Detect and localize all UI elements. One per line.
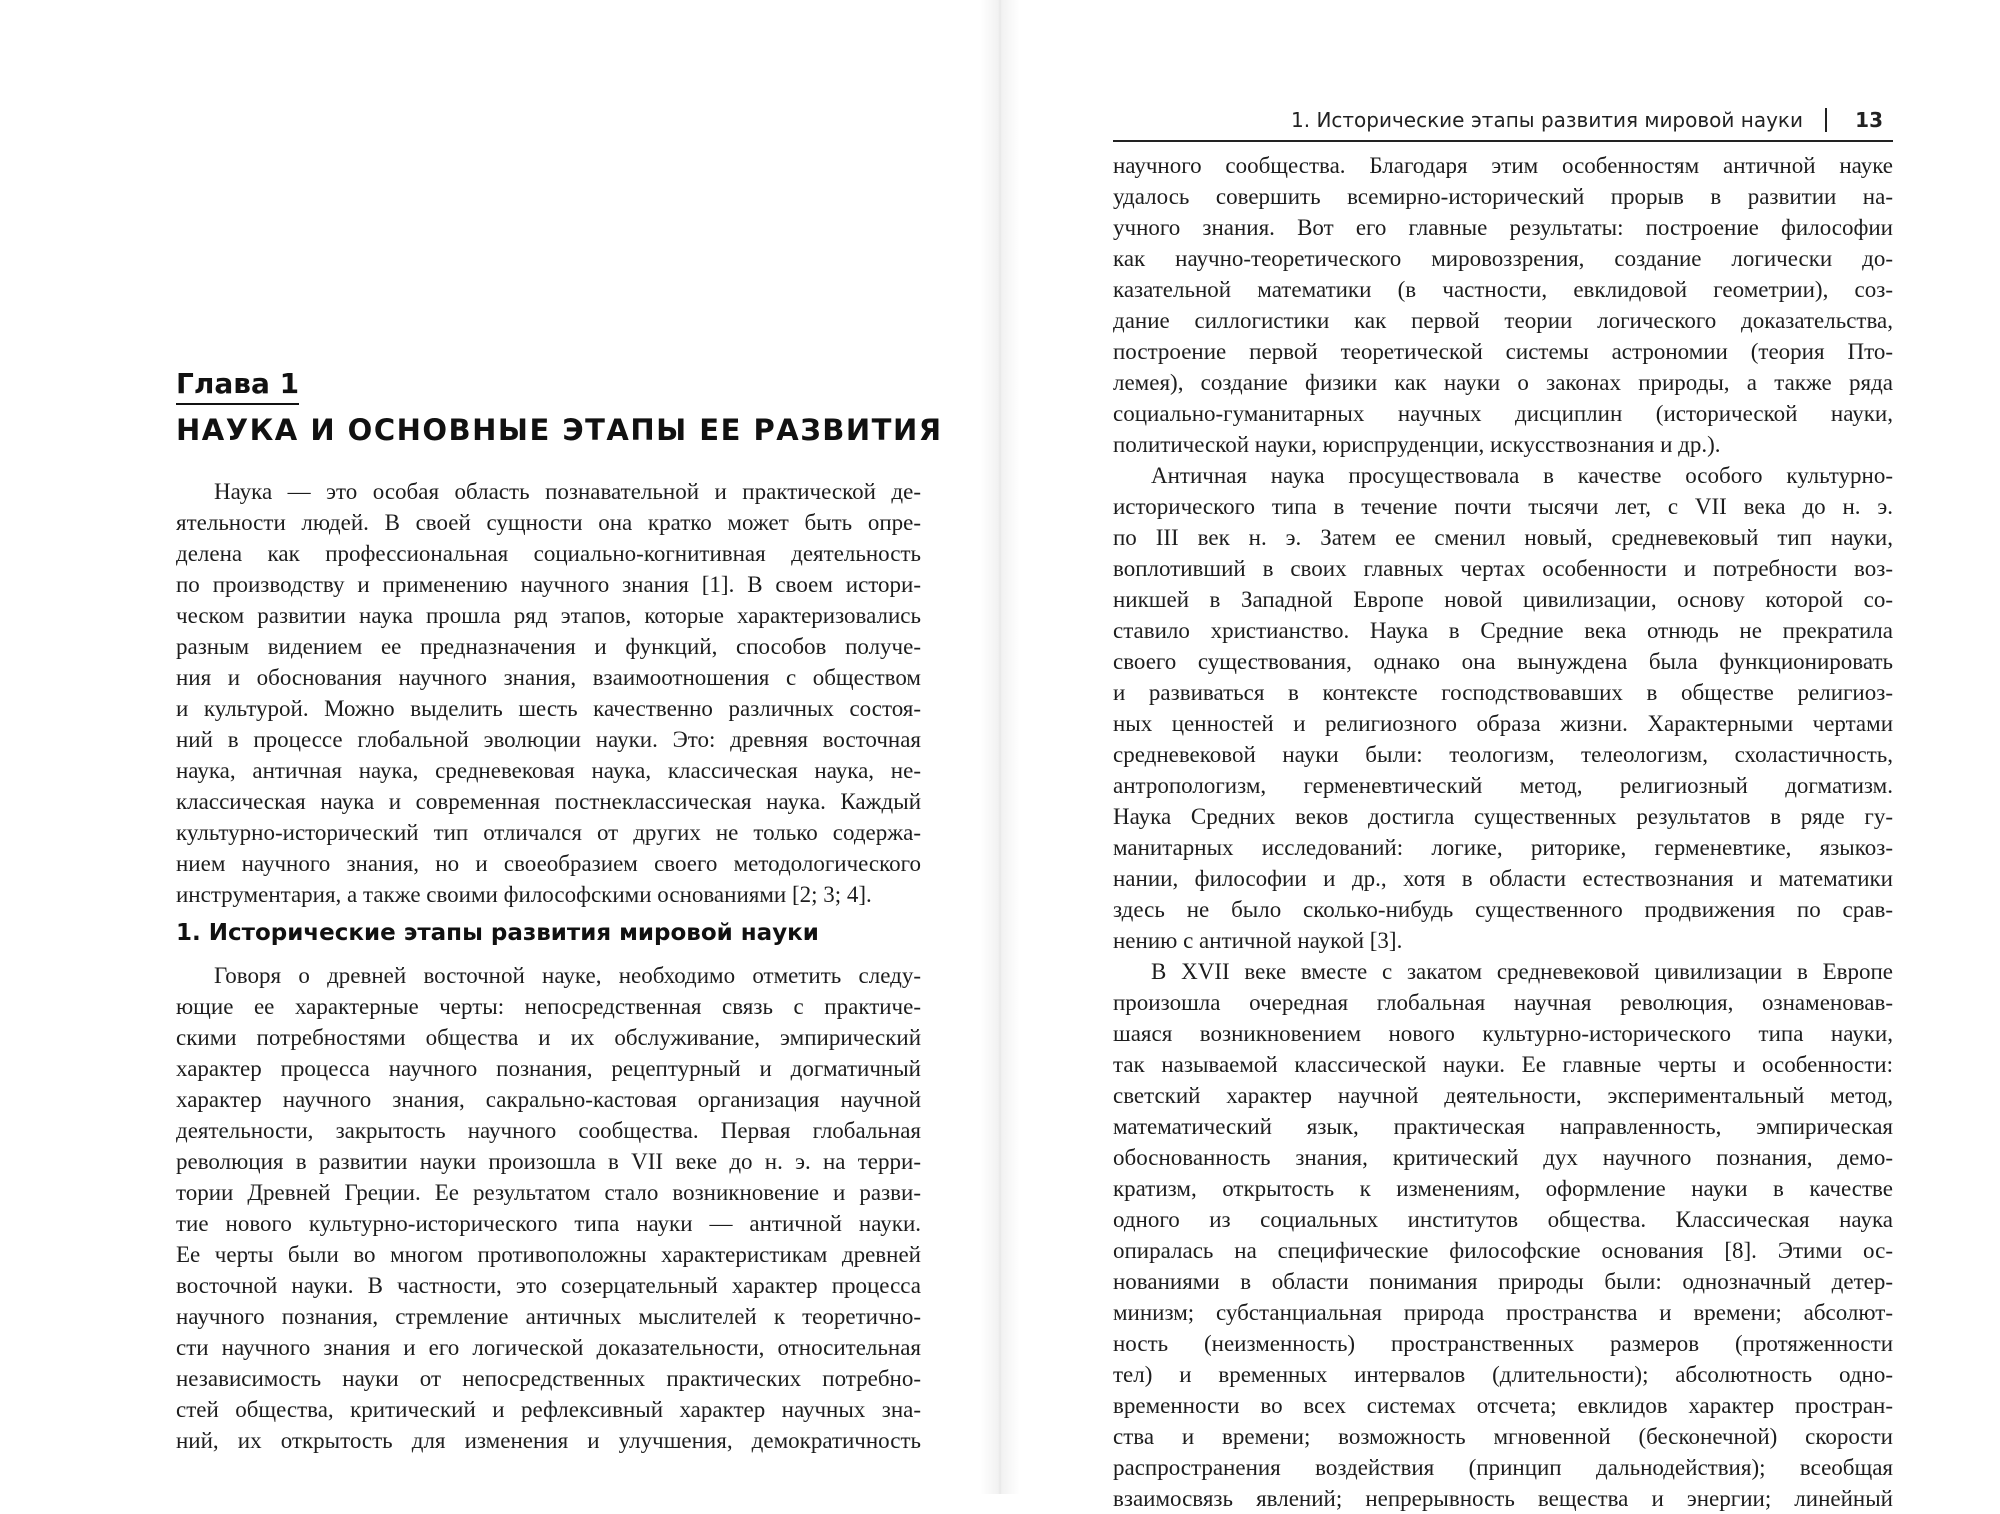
- text-line: восточной науки. В частности, это созерцательный характер процесса: [176, 1273, 921, 1298]
- text-line: дание силлогистики как первой теории логического доказательства,: [1113, 308, 1893, 333]
- running-head: [1113, 104, 1893, 142]
- text-line: нием научного знания, но и своеобразием своего методологического: [176, 851, 921, 876]
- text-line: светский характер научной деятельности, экспериментальный метод,: [1113, 1083, 1893, 1108]
- text-line: и развиваться в контексте господствовавших в обществе религиоз-: [1113, 680, 1893, 705]
- page-number: 13: [1855, 108, 1883, 132]
- text-line: ний в процессе глобальной эволюции науки. Это: древняя восточная: [176, 727, 921, 752]
- text-line: лемея), создание физики как науки о законах природы, а также ряда: [1113, 370, 1893, 395]
- text-line: произошла очередная глобальная научная революция, ознаменовав-: [1113, 990, 1893, 1015]
- text-line: научного познания, стремление античных мыслителей к теоретично-: [176, 1304, 921, 1329]
- text-line: тел) и временных интервалов (длительности); абсолютность одно-: [1113, 1362, 1893, 1387]
- text-line: инструментария, а также своими философскими основаниями [2; 3; 4].: [176, 882, 872, 907]
- text-line: независимость науки от непосредственных практических потребно-: [176, 1366, 921, 1391]
- text-line: В XVII веке вместе с закатом средневековой цивилизации в Европе: [1151, 959, 1893, 984]
- text-line: тории Древней Греции. Ее результатом стало возникновение и разви-: [176, 1180, 921, 1205]
- text-line: ства и времени; возможность мгновенной (бесконечной) скорости: [1113, 1424, 1893, 1449]
- text-line: построение первой теоретической системы астрономии (теория Пто-: [1113, 339, 1893, 364]
- text-line: характер научного знания, сакрально-кастовая организация научной: [176, 1087, 921, 1112]
- text-line: ных ценностей и религиозного образа жизни. Характерными чертами: [1113, 711, 1893, 736]
- text-line: воплотивший в своих главных чертах особенности и потребности воз-: [1113, 556, 1893, 581]
- text-line: и культурой. Можно выделить шесть качественно различных состоя-: [176, 696, 921, 721]
- text-line: нению с античной наукой [3].: [1113, 928, 1403, 953]
- text-line: кратизм, открытость к изменениям, оформление науки в качестве: [1113, 1176, 1893, 1201]
- left-page: [0, 0, 1000, 1494]
- running-title: 1. Исторические этапы развития мировой науки: [1291, 108, 1803, 132]
- text-line: антропологизм, герменевтический метод, религиозный догматизм.: [1113, 773, 1893, 798]
- text-line: нованиями в области понимания природы были: однозначный детер-: [1113, 1269, 1893, 1294]
- text-line: ность (неизменность) пространственных размеров (протяженности: [1113, 1331, 1893, 1356]
- text-line: тие нового культурно-исторического типа науки — античной науки.: [176, 1211, 921, 1236]
- text-line: минизм; субстанциальная природа пространства и времени; абсолют-: [1113, 1300, 1893, 1325]
- book-gutter: [980, 0, 1020, 1494]
- text-line: ставило христианство. Наука в Средние века отнюдь не прекратила: [1113, 618, 1893, 643]
- text-line: одного из социальных институтов общества. Классическая наука: [1113, 1207, 1893, 1232]
- text-line: никшей в Западной Европе новой цивилизации, основу которой со-: [1113, 587, 1893, 612]
- text-line: делена как профессиональная социально-когнитивная деятельность: [176, 541, 921, 566]
- text-line: социально-гуманитарных научных дисциплин (исторической науки,: [1113, 401, 1893, 426]
- text-line: Ее черты были во многом противоположны характеристикам древней: [176, 1242, 921, 1267]
- text-line: Наука Средних веков достигла существенных результатов в ряде гу-: [1113, 804, 1893, 829]
- text-line: опиралась на специфические философские основания [8]. Этими ос-: [1113, 1238, 1893, 1263]
- text-line: учного знания. Вот его главные результаты: построение философии: [1113, 215, 1893, 240]
- text-line: ния и обоснования научного знания, взаимоотношения с обществом: [176, 665, 921, 690]
- text-line: ческом развитии наука прошла ряд этапов, которые характеризовались: [176, 603, 921, 628]
- text-line: удалось совершить всемирно-исторический прорыв в развитии на-: [1113, 184, 1893, 209]
- text-line: политической науки, юриспруденции, искусствознания и др.).: [1113, 432, 1721, 457]
- text-line: ний, их открытость для изменения и улучшения, демократичность: [176, 1428, 921, 1453]
- section-heading: 1. Исторические этапы развития мировой науки: [176, 920, 819, 946]
- section-paragraph: [176, 960, 921, 1456]
- text-line: своего существования, однако она вынуждена была функционировать: [1113, 649, 1893, 674]
- text-line: ющие ее характерные черты: непосредственная связь с практиче-: [176, 994, 921, 1019]
- chapter-label: Глава 1: [176, 366, 299, 405]
- text-line: так называемой классической науки. Ее главные черты и особенности:: [1113, 1052, 1893, 1077]
- text-line: классическая наука и современная постнеклассическая наука. Каждый: [176, 789, 921, 814]
- text-line: по производству и применению научного знания [1]. В своем истори-: [176, 572, 921, 597]
- text-line: средневековой науки были: теологизм, телеологизм, схоластичность,: [1113, 742, 1893, 767]
- text-line: разным видением ее предназначения и функций, способов получе-: [176, 634, 921, 659]
- text-line: как научно-теоретического мировоззрения, создание логически до-: [1113, 246, 1893, 271]
- text-line: нании, философии и др., хотя в области естествознания и математики: [1113, 866, 1893, 891]
- text-line: манитарных исследований: логике, риторике, герменевтике, языкоз-: [1113, 835, 1893, 860]
- intro-paragraph: [176, 476, 921, 910]
- text-line: исторического типа в течение почти тысячи лет, с VII века до н. э.: [1113, 494, 1893, 519]
- text-line: здесь не было сколько-нибудь существенного продвижения по срав-: [1113, 897, 1893, 922]
- text-line: культурно-исторический тип отличался от других не только содержа-: [176, 820, 921, 845]
- text-line: стей общества, критический и рефлексивный характер научных зна-: [176, 1397, 921, 1422]
- text-line: Говоря о древней восточной науке, необходимо отметить следу-: [214, 963, 921, 988]
- text-line: взаимосвязь явлений; непрерывность вещества и энергии; линейный: [1113, 1486, 1893, 1511]
- text-line: распространения воздействия (принцип дальнодействия); всеобщая: [1113, 1455, 1893, 1480]
- running-head-divider: [1825, 108, 1827, 132]
- text-line: шаяся возникновением нового культурно-исторического типа науки,: [1113, 1021, 1893, 1046]
- text-line: Наука — это особая область познавательной и практической де-: [214, 479, 921, 504]
- text-line: характер процесса научного познания, рецептурный и догматичный: [176, 1056, 921, 1081]
- text-line: казательной математики (в частности, евклидовой геометрии), соз-: [1113, 277, 1893, 302]
- chapter-title: НАУКА И ОСНОВНЫЕ ЭТАПЫ ЕЕ РАЗВИТИЯ: [176, 413, 943, 447]
- text-line: деятельности, закрытость научного сообщества. Первая глобальная: [176, 1118, 921, 1143]
- text-line: ятельности людей. В своей сущности она кратко может быть опре-: [176, 510, 921, 535]
- text-line: по III век н. э. Затем ее сменил новый, средневековый тип науки,: [1113, 525, 1893, 550]
- text-line: временности во всех системах отсчета; евклидов характер простран-: [1113, 1393, 1893, 1418]
- text-line: скими потребностями общества и их обслуживание, эмпирический: [176, 1025, 921, 1050]
- text-line: сти научного знания и его логической доказательности, относительная: [176, 1335, 921, 1360]
- text-line: Античная наука просуществовала в качестве особого культурно-: [1151, 463, 1893, 488]
- right-page-text: [1113, 150, 1893, 1514]
- text-line: математический язык, практическая направленность, эмпирическая: [1113, 1114, 1893, 1139]
- text-line: обоснованность знания, критический дух научного познания, демо-: [1113, 1145, 1893, 1170]
- text-line: наука, античная наука, средневековая наука, классическая наука, не-: [176, 758, 921, 783]
- text-line: революция в развитии науки произошла в VII веке до н. э. на терри-: [176, 1149, 921, 1174]
- text-line: научного сообщества. Благодаря этим особенностям античной науке: [1113, 153, 1893, 178]
